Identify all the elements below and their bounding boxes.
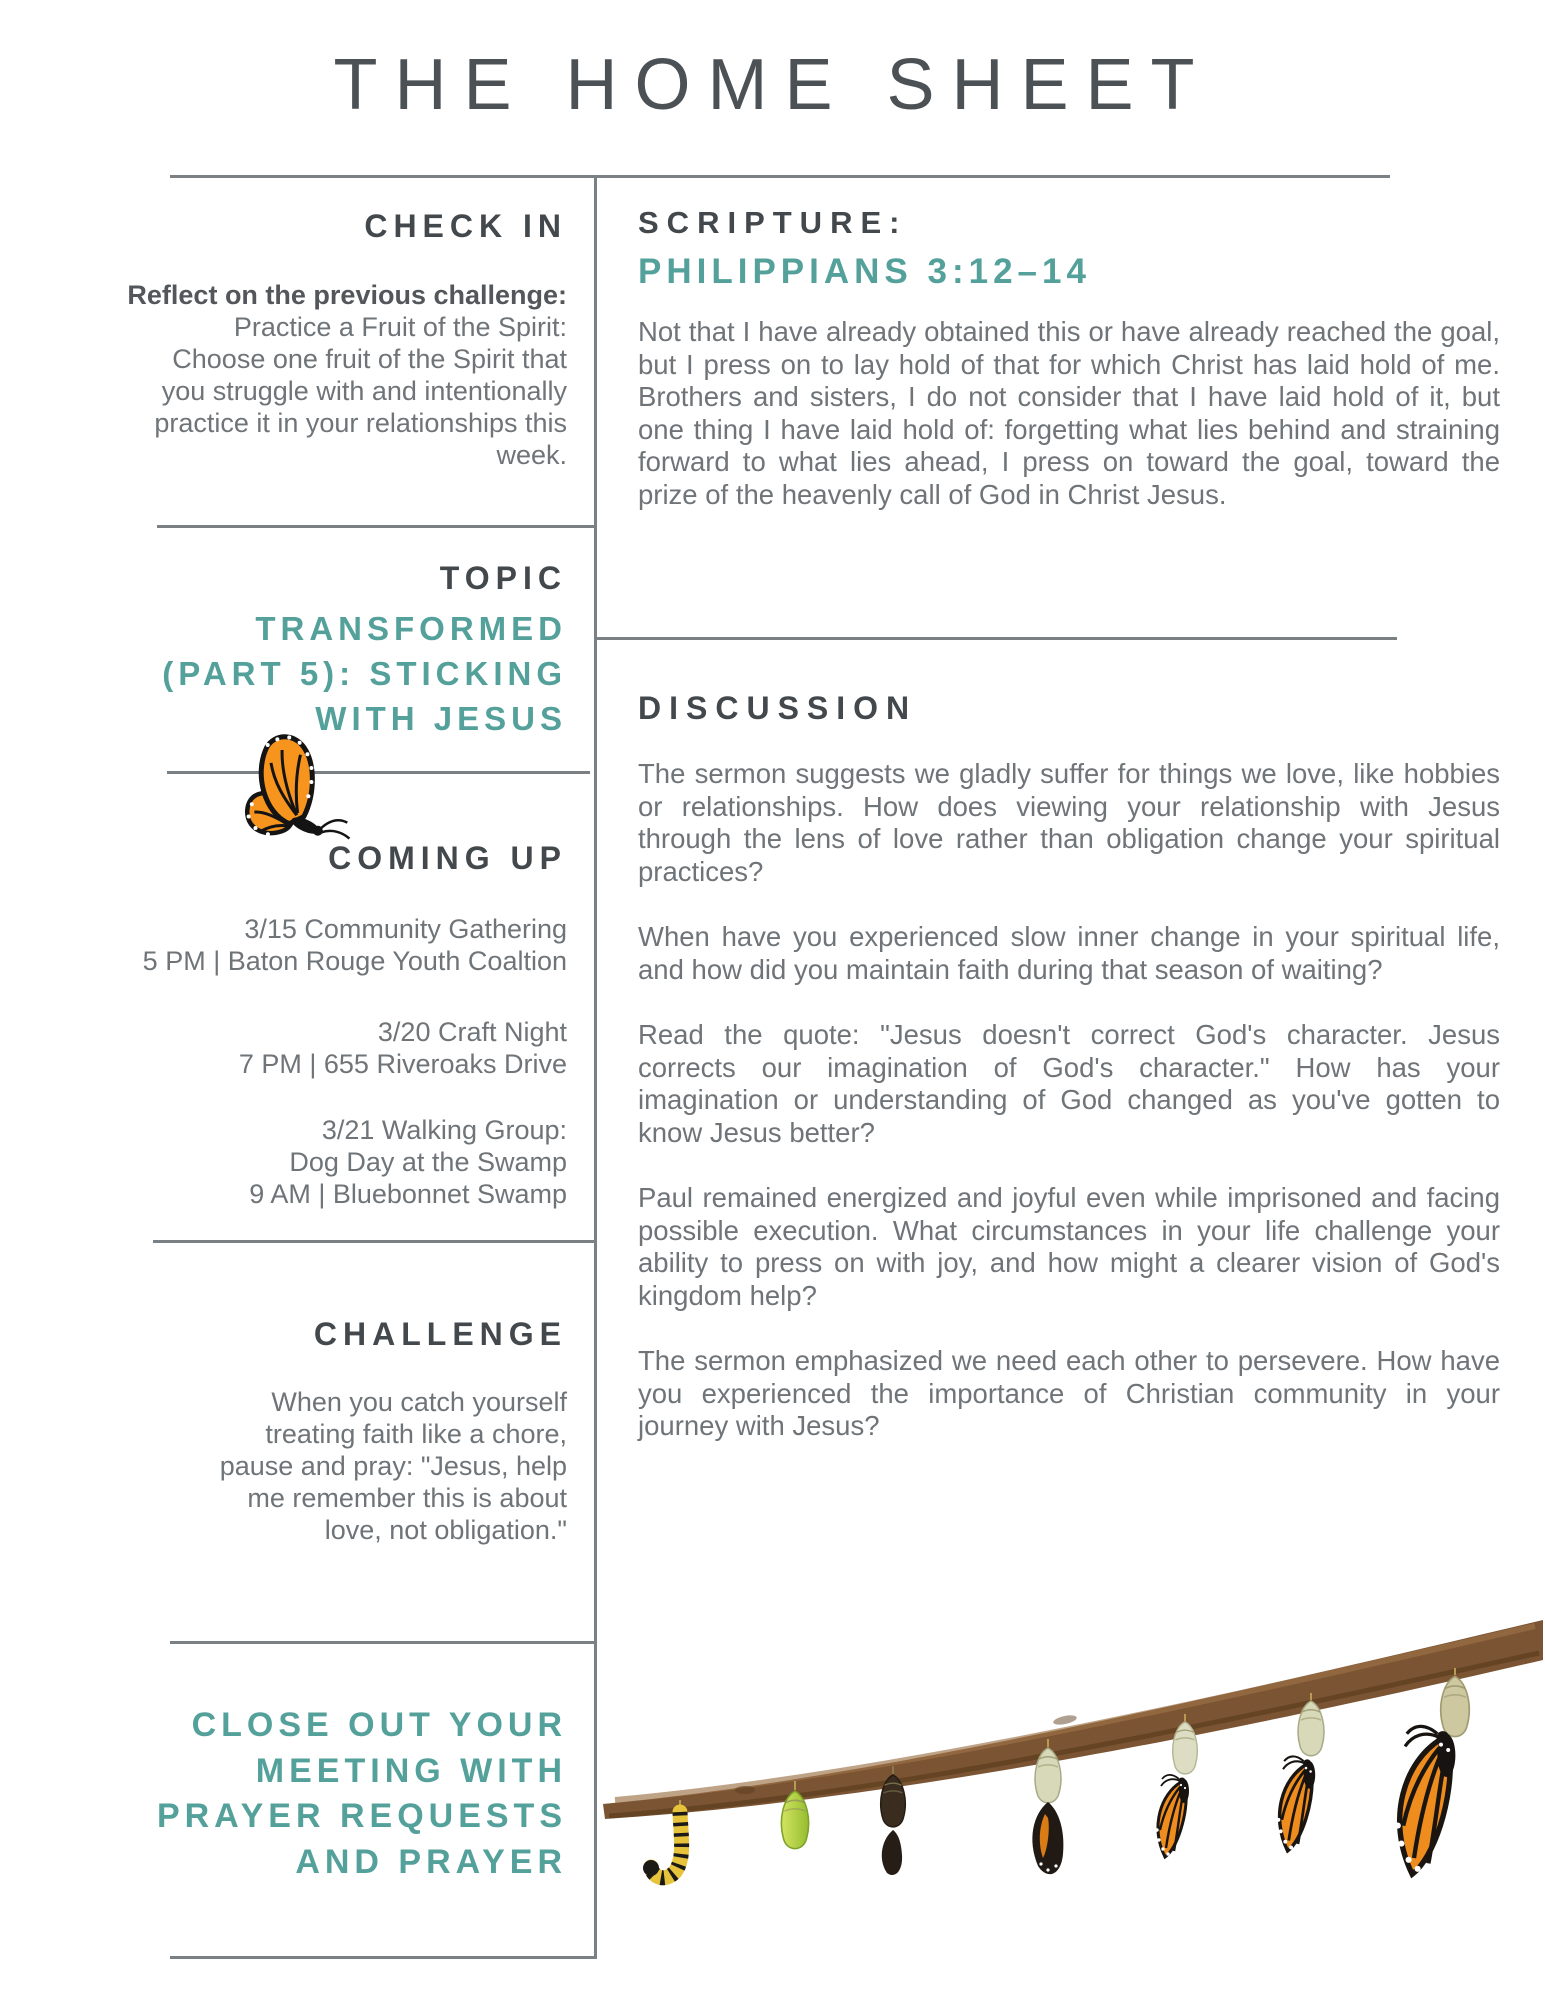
check-in-lead: Reflect on the previous challenge: [127, 280, 567, 310]
check-in-text [50, 279, 567, 471]
check-in-line: Practice a Fruit of the Spirit: [233, 312, 567, 342]
scripture-text: Not that I have already obtained this or have already reached the goal, but I press on to lay hold of that for which Christ has laid hold of me. Brothers and sisters, I do not consider that I have laid hold of it, but one thing I have laid hold of: forgetting what lies behind and straining forward to what lies ahead, I press on toward the goal, toward the prize of the heavenly call of God in Christ Jesus. [638, 316, 1500, 510]
challenge-heading: CHALLENGE [313, 1316, 567, 1352]
event-line: 5 PM | Baton Rouge Youth Coaltion [142, 946, 567, 976]
discussion-question: The sermon emphasized we need each other to persevere. How have you experienced the importance of Christian community in your journey with Jesus? [638, 1345, 1500, 1441]
metamorphosis-photo [595, 1590, 1545, 1999]
topic-line: (PART 5): STICKING [162, 655, 567, 692]
event-item [50, 1114, 567, 1210]
event-line: 9 AM | Bluebonnet Swamp [249, 1179, 567, 1209]
challenge-line: treating faith like a chore, [265, 1419, 567, 1449]
left-rule-challenge [153, 1240, 594, 1243]
discussion-questions [638, 758, 1500, 1476]
discussion-question: The sermon suggests we gladly suffer for things we love, like hobbies or relationships. How does viewing your relationship with Jesus through the lens of love rather than obligation change your spiritual practices? [638, 758, 1500, 887]
event-line: Dog Day at the Swamp [289, 1147, 567, 1177]
discussion-question: Read the quote: "Jesus doesn't correct God's character. Jesus corrects our imagination of God's character." How has your imagination or understanding of God changed as you've gotten to know Jesus better? [638, 1019, 1500, 1148]
check-in-line: practice it in your relationships this [154, 408, 567, 438]
right-rule-discussion [594, 637, 1397, 640]
challenge-line: When you catch yourself [271, 1387, 567, 1417]
event-line: 3/20 Craft Night [377, 1017, 567, 1047]
check-in-line: you struggle with and intentionally [161, 376, 567, 406]
page-title: THE HOME SHEET [333, 45, 1212, 125]
event-line: 3/15 Community Gathering [244, 914, 567, 944]
challenge-line: love, not obligation." [324, 1515, 567, 1545]
scripture-heading: SCRIPTURE: [638, 205, 908, 240]
topic-title [50, 606, 567, 741]
challenge-text [50, 1386, 567, 1546]
left-rule-coming-up [167, 771, 590, 774]
topic-line: TRANSFORMED [255, 610, 567, 647]
check-in-heading: CHECK IN [364, 208, 567, 244]
left-rule-topic [157, 525, 594, 528]
discussion-question: Paul remained energized and joyful even while imprisoned and facing possible execution. What circumstances in your life challenge your ability to press on with joy, and how might a clearer vision of God's kingdom help? [638, 1182, 1500, 1311]
butterfly-icon [239, 727, 357, 854]
event-item [50, 1016, 567, 1080]
event-line: 3/21 Walking Group: [321, 1115, 567, 1145]
close-out-text [50, 1703, 567, 1885]
challenge-line: me remember this is about [247, 1483, 567, 1513]
event-line: 7 PM | 655 Riveroaks Drive [238, 1049, 567, 1079]
topic-line: WITH JESUS [315, 700, 567, 737]
left-rule-close-out [170, 1641, 594, 1644]
close-out-line: MEETING WITH [255, 1751, 567, 1790]
close-out-line: AND PRAYER [295, 1842, 567, 1881]
topic-heading: TOPIC [439, 560, 567, 596]
discussion-heading: DISCUSSION [638, 690, 918, 726]
close-out-line: PRAYER REQUESTS [156, 1797, 567, 1835]
scripture-reference: PHILIPPIANS 3:12–14 [638, 252, 1091, 291]
event-item [50, 913, 567, 977]
coming-up-heading: COMING UP [328, 840, 567, 876]
check-in-line: Choose one fruit of the Spirit that [172, 344, 567, 374]
discussion-question: When have you experienced slow inner change in your spiritual life, and how did you maintain faith during that season of waiting? [638, 921, 1500, 985]
close-out-line: CLOSE OUT YOUR [191, 1706, 567, 1744]
check-in-line: week. [496, 440, 567, 470]
top-rule [170, 175, 1390, 178]
challenge-line: pause and pray: "Jesus, help [219, 1451, 567, 1481]
left-rule-bottom [170, 1956, 594, 1959]
